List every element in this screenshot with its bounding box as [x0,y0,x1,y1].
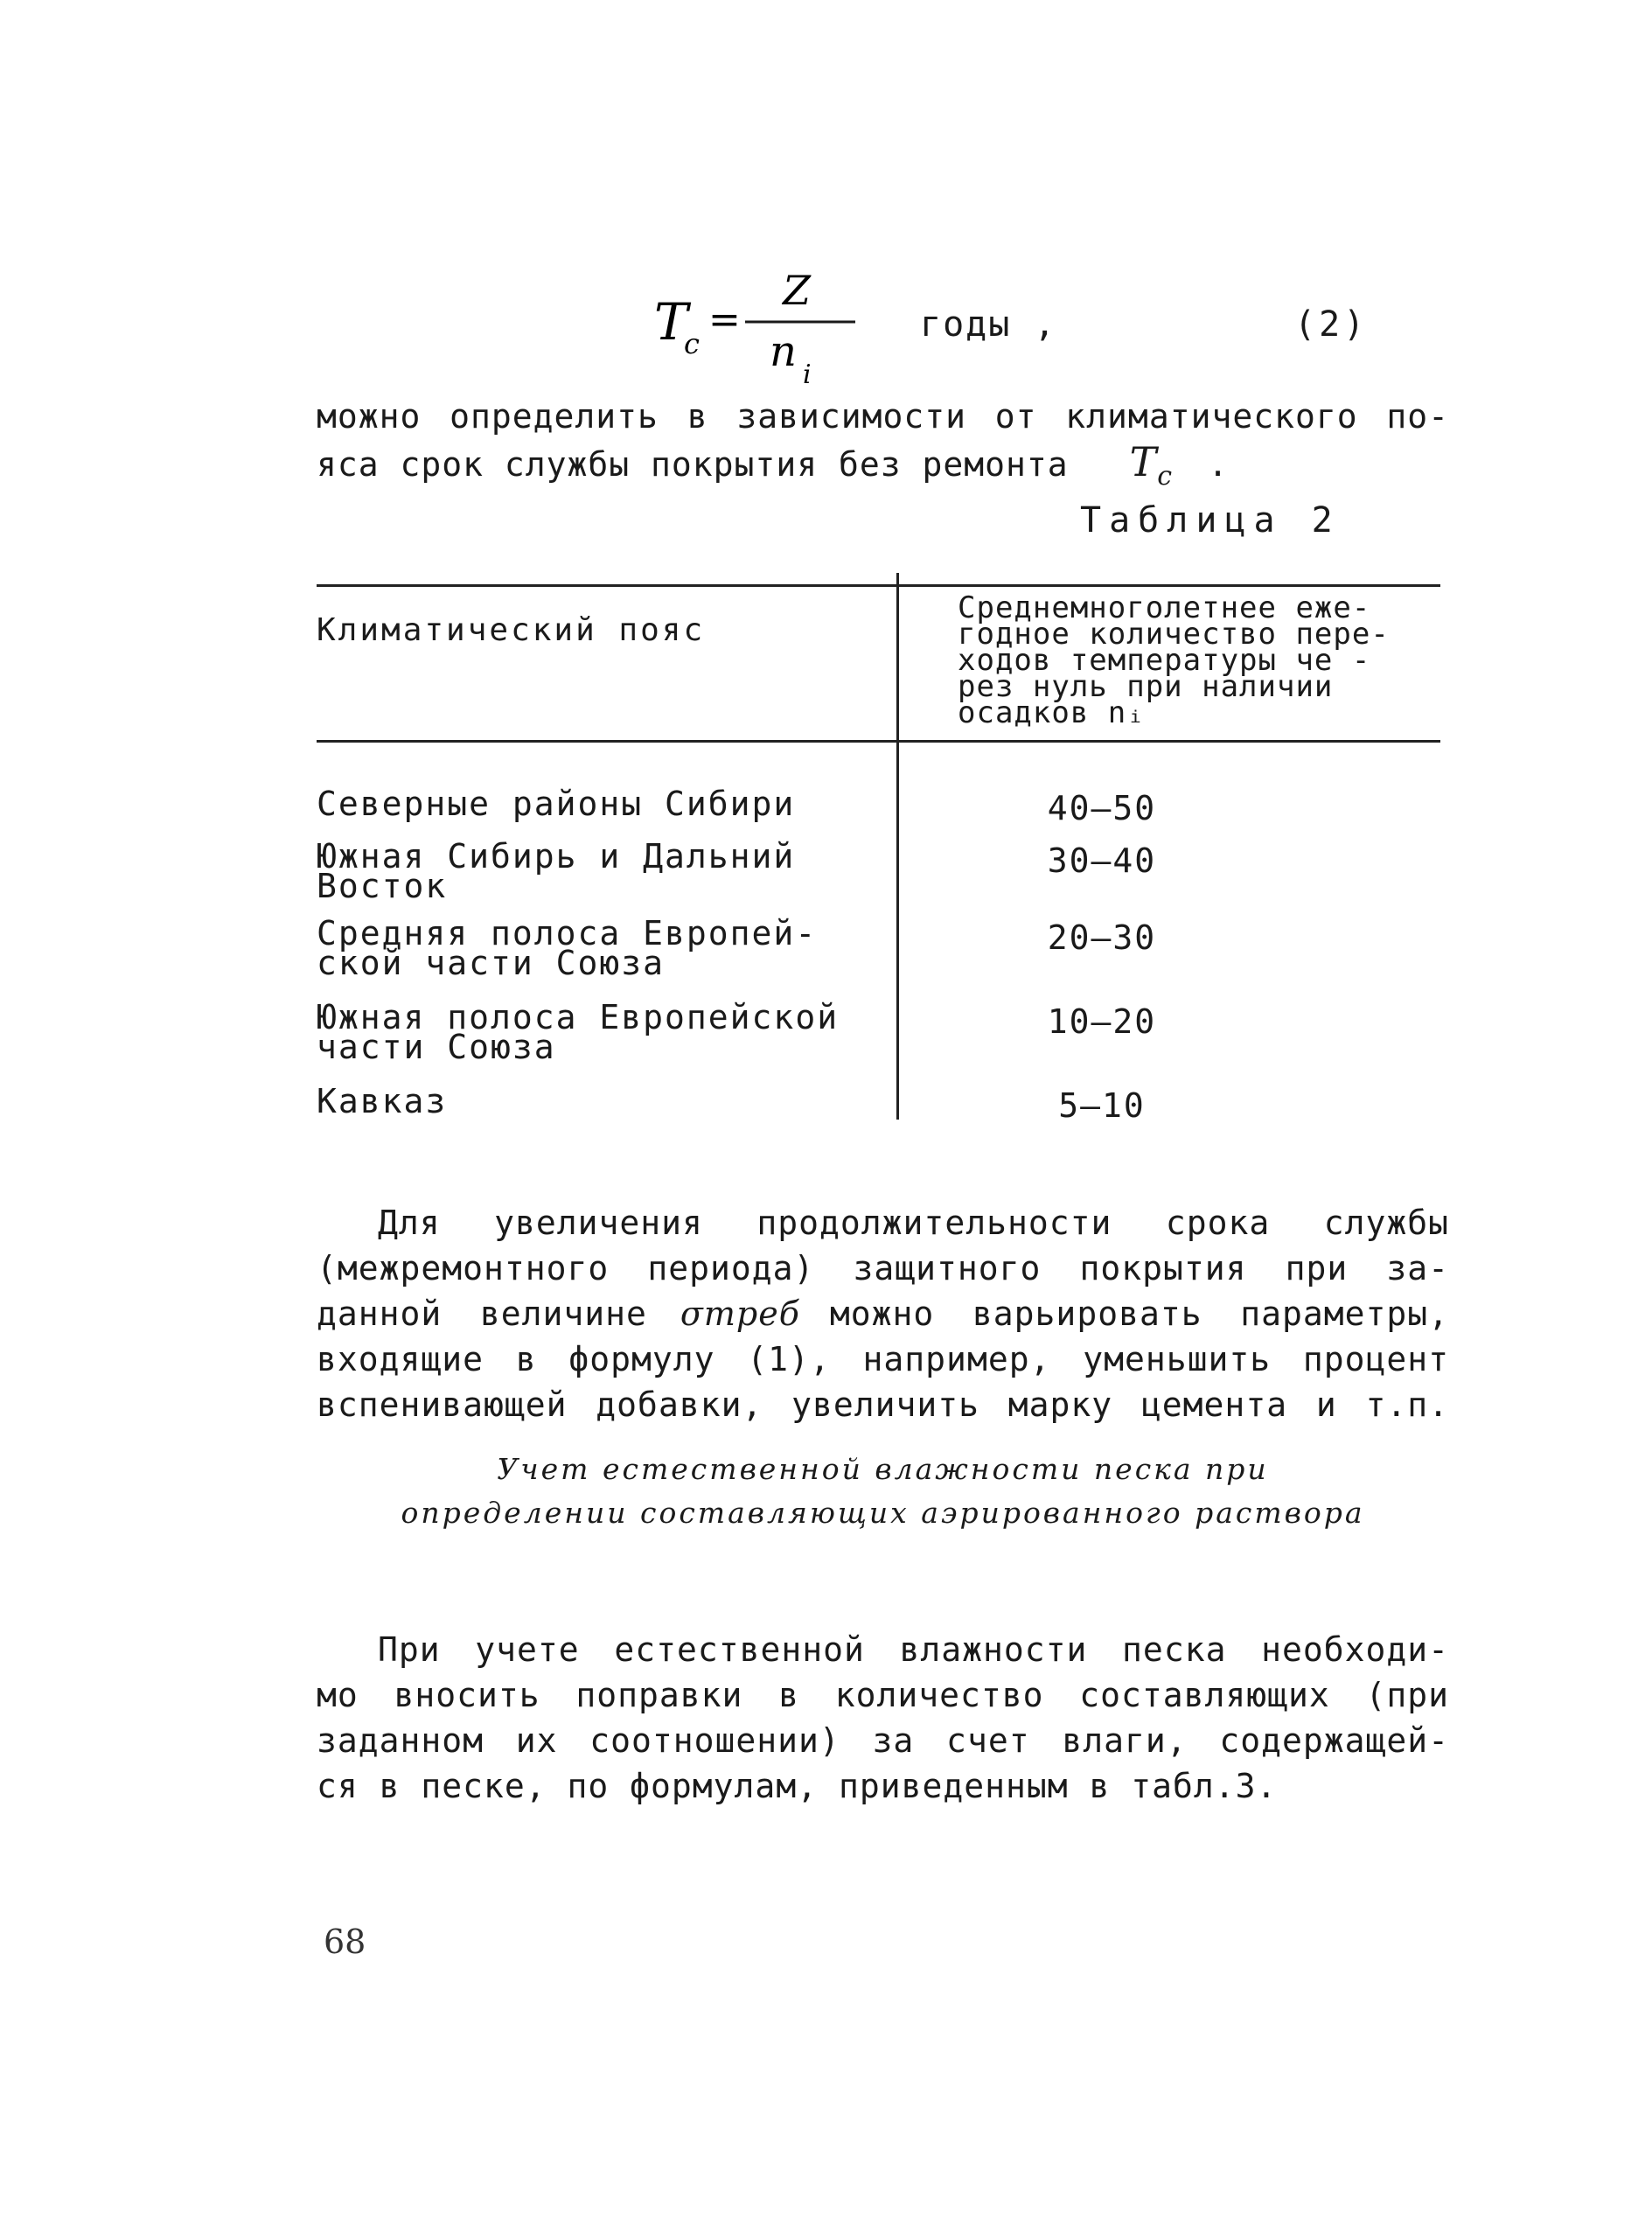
body1-line: Для увеличения продолжительности срока службы [378,1204,1449,1242]
table-row-value: 10–20 [1047,1002,1157,1041]
formula-numerator: Z [783,267,811,314]
table-row-zone [317,998,885,1066]
formula-equals: = [708,297,741,342]
body2-line: ся в песке, по формулам, приведенным в табл.3. [317,1767,1278,1805]
zone-line: Кавказ [317,1082,448,1120]
table-row-value: 40–50 [1047,789,1157,827]
body1-line: вспенивающей добавки, увеличить марку цемента и т.п. [317,1385,1449,1424]
table-header-count [958,590,1443,730]
table-caption: Таблица 2 [1080,500,1341,541]
table-row-zone [317,914,885,982]
table-column-divider [896,573,899,1120]
header-count-line: Среднемноголетнее еже- [958,590,1371,625]
zone-line: Южная полоса Европейской [317,998,840,1036]
table-row-zone [317,785,885,823]
header-count-line: рез нуль при наличии [958,669,1334,704]
intro-line-1: можно определить в зависимости от климатического по- [317,397,1449,436]
zone-line: части Союза [317,1028,556,1066]
formula-lhs-sub: c [684,327,700,360]
intro-end: . [1208,445,1229,484]
intro-symbol-sub: c [1157,461,1174,492]
table-row-value: 20–30 [1047,918,1157,957]
section-title-line: Учет естественной влажности песка при [497,1452,1269,1486]
formula-number: (2) [1294,304,1369,345]
body1-line3-start: данной величине [317,1294,647,1333]
formula-denominator: n [770,327,797,376]
zone-line: Средняя полоса Европей- [317,914,818,953]
header-count-line: годное количество пере- [958,617,1390,652]
body1-line: (межремонтного периода) защитного покрытия при за- [317,1249,1449,1287]
table-row-zone [317,1082,885,1120]
header-count-line: ходов температуры че - [958,643,1371,678]
intro-line-2 [317,439,1449,499]
intro-paragraph [317,394,1449,499]
body2-line: заданном их соотношении) за счет влаги, содержащей- [317,1721,1449,1760]
formula-expression [647,262,910,402]
section-title-line: определении составляющих аэрированного раствора [401,1496,1365,1530]
table-top-rule [317,584,1440,587]
table-header-zone: Климатический пояс [317,612,706,648]
intro-symbol-main: T [1129,438,1158,485]
body1-line: входящие в формулу (1), например, уменьшить процент [317,1340,1449,1378]
body1-line3-end: можно варьировать параметры, [829,1294,1449,1333]
zone-line: Восток [317,867,448,905]
intro-symbol [1130,439,1174,499]
page-number: 68 [324,1922,366,1961]
sigma-symbol: σтреб [680,1294,800,1333]
body-paragraph-1 [317,1200,1449,1427]
table-header-rule [317,740,1440,743]
zone-line: Северные районы Сибири [317,785,796,823]
formula-unit: годы , [920,304,1057,345]
formula-2 [647,262,1399,402]
table-row-value: 30–40 [1047,841,1157,880]
zone-line: Южная Сибирь и Дальний [317,837,796,876]
table-row-zone [317,837,885,905]
intro-line-2-text: яса срок службы покрытия без ремонта [317,445,1069,484]
body1-line [317,1291,1449,1336]
body2-line: При учете естественной влажности песка необходи- [378,1630,1449,1669]
formula-lhs: T [654,292,688,352]
table-row-value: 5–10 [1058,1086,1146,1125]
body2-line: мо вносить поправки в количество составляющих (при [317,1676,1449,1714]
zone-line: ской части Союза [317,944,666,982]
body-paragraph-2 [317,1627,1449,1809]
header-count-line: осадков nᵢ [958,695,1146,730]
formula-denominator-sub: i [803,359,812,390]
